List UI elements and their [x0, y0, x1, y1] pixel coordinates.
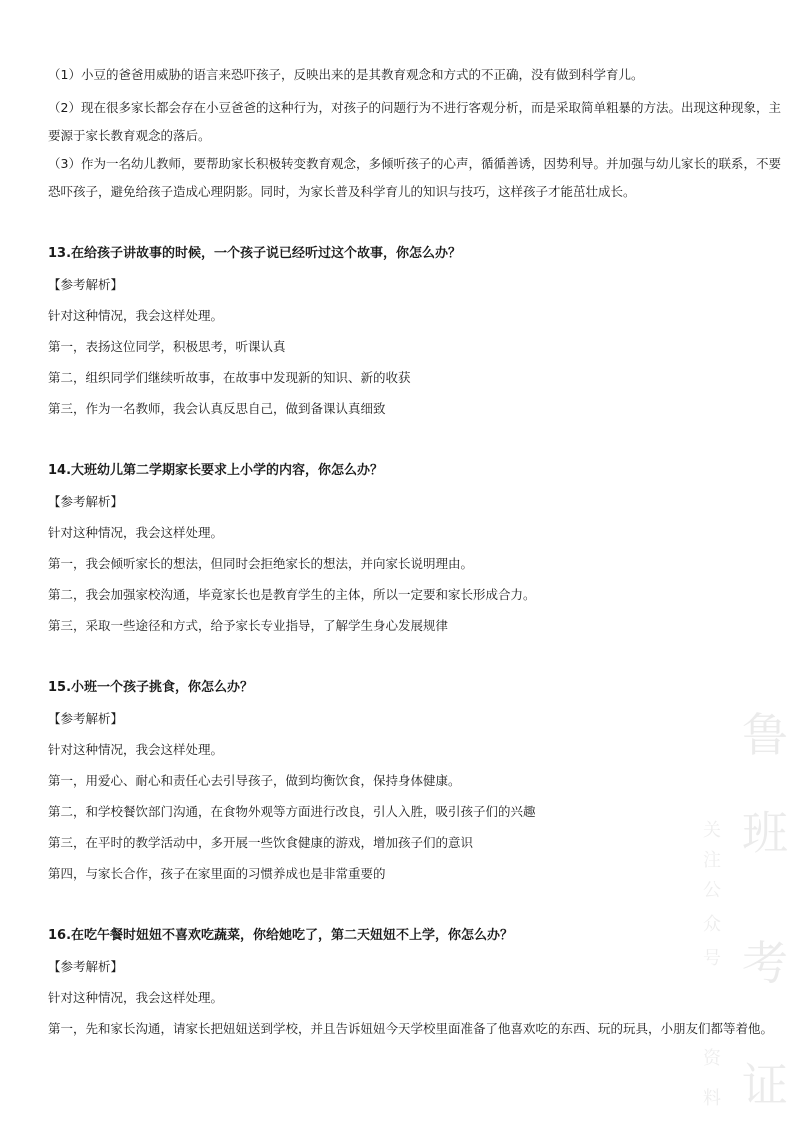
intro-line: （3）作为一名幼儿教师，要帮助家长积极转变教育观念，多倾听孩子的心声，循循善诱，因势利导。并加强与幼儿家长的联系，不要: [48, 156, 781, 171]
reference-tag: 【参考解析】: [48, 494, 124, 509]
watermark-char: 注: [703, 850, 721, 871]
reference-tag: 【参考解析】: [48, 277, 124, 292]
question-15-title: 15.小班一个孩子挑食，你怎么办？: [48, 680, 254, 695]
reference-tag: 【参考解析】: [48, 959, 124, 974]
answer-line: 第二，组织同学们继续听故事，在故事中发现新的知识、新的收获: [48, 370, 411, 385]
reference-tag: 【参考解析】: [48, 711, 124, 726]
answer-line: 第一，先和家长沟通，请家长把妞妞送到学校，并且告诉妞妞今天学校里面准备了他喜欢吃的东西、玩的玩具，小朋友们都等着他。: [48, 1021, 774, 1036]
answer-line: 第一，用爱心、耐心和责任心去引导孩子，做到均衡饮食，保持身体健康。: [48, 773, 461, 788]
answer-line: 第二，我会加强家校沟通，毕竟家长也是教育学生的主体，所以一定要和家长形成合力。: [48, 587, 536, 602]
watermark-char: 资: [703, 1048, 721, 1069]
answer-line: 第三，作为一名教师，我会认真反思自己，做到备课认真细致: [48, 401, 386, 416]
intro-line: 恐吓孩子，避免给孩子造成心理阴影。同时，为家长普及科学育儿的知识与技巧，这样孩子才能茁壮成长。: [48, 184, 636, 199]
answer-line: 针对这种情况，我会这样处理。: [48, 990, 224, 1005]
watermark-char: 鲁: [742, 708, 788, 762]
intro-line: 要源于家长教育观念的落后。: [48, 128, 211, 143]
question-13-title: 13.在给孩子讲故事的时候，一个孩子说已经听过这个故事，你怎么办？: [48, 246, 462, 261]
answer-line: 针对这种情况，我会这样处理。: [48, 525, 224, 540]
watermark-char: 考: [742, 936, 788, 990]
watermark-char: 班: [742, 806, 788, 860]
watermark-char: 众: [703, 914, 721, 935]
answer-line: 第三，在平时的教学活动中，多开展一些饮食健康的游戏，增加孩子们的意识: [48, 835, 474, 850]
intro-line: （2）现在很多家长都会存在小豆爸爸的这种行为，对孩子的问题行为不进行客观分析，而是采取简单粗暴的方法。出现这种现象，主: [48, 100, 781, 115]
intro-line: （1）小豆的爸爸用威胁的语言来恐吓孩子，反映出来的是其教育观念和方式的不正确，没有做到科学育儿。: [48, 67, 644, 82]
answer-line: 第一，表扬这位同学，积极思考，听课认真: [48, 339, 286, 354]
answer-line: 第四，与家长合作，孩子在家里面的习惯养成也是非常重要的: [48, 866, 386, 881]
question-16-title: 16.在吃午餐时妞妞不喜欢吃蔬菜，你给她吃了，第二天妞妞不上学，你怎么办？: [48, 928, 514, 943]
watermark-char: 公: [703, 880, 721, 901]
question-14-title: 14.大班幼儿第二学期家长要求上小学的内容，你怎么办？: [48, 463, 384, 478]
watermark-char: 号: [703, 948, 721, 969]
answer-line: 针对这种情况，我会这样处理。: [48, 308, 224, 323]
watermark-char: 证: [742, 1058, 788, 1112]
answer-line: 第一，我会倾听家长的想法，但同时会拒绝家长的想法，并向家长说明理由。: [48, 556, 474, 571]
watermark-char: 料: [703, 1088, 721, 1109]
watermark-char: 关: [703, 820, 721, 841]
answer-line: 针对这种情况，我会这样处理。: [48, 742, 224, 757]
answer-line: 第三，采取一些途径和方式，给予家长专业指导，了解学生身心发展规律: [48, 618, 449, 633]
answer-line: 第二，和学校餐饮部门沟通，在食物外观等方面进行改良，引人入胜，吸引孩子们的兴趣: [48, 804, 536, 819]
